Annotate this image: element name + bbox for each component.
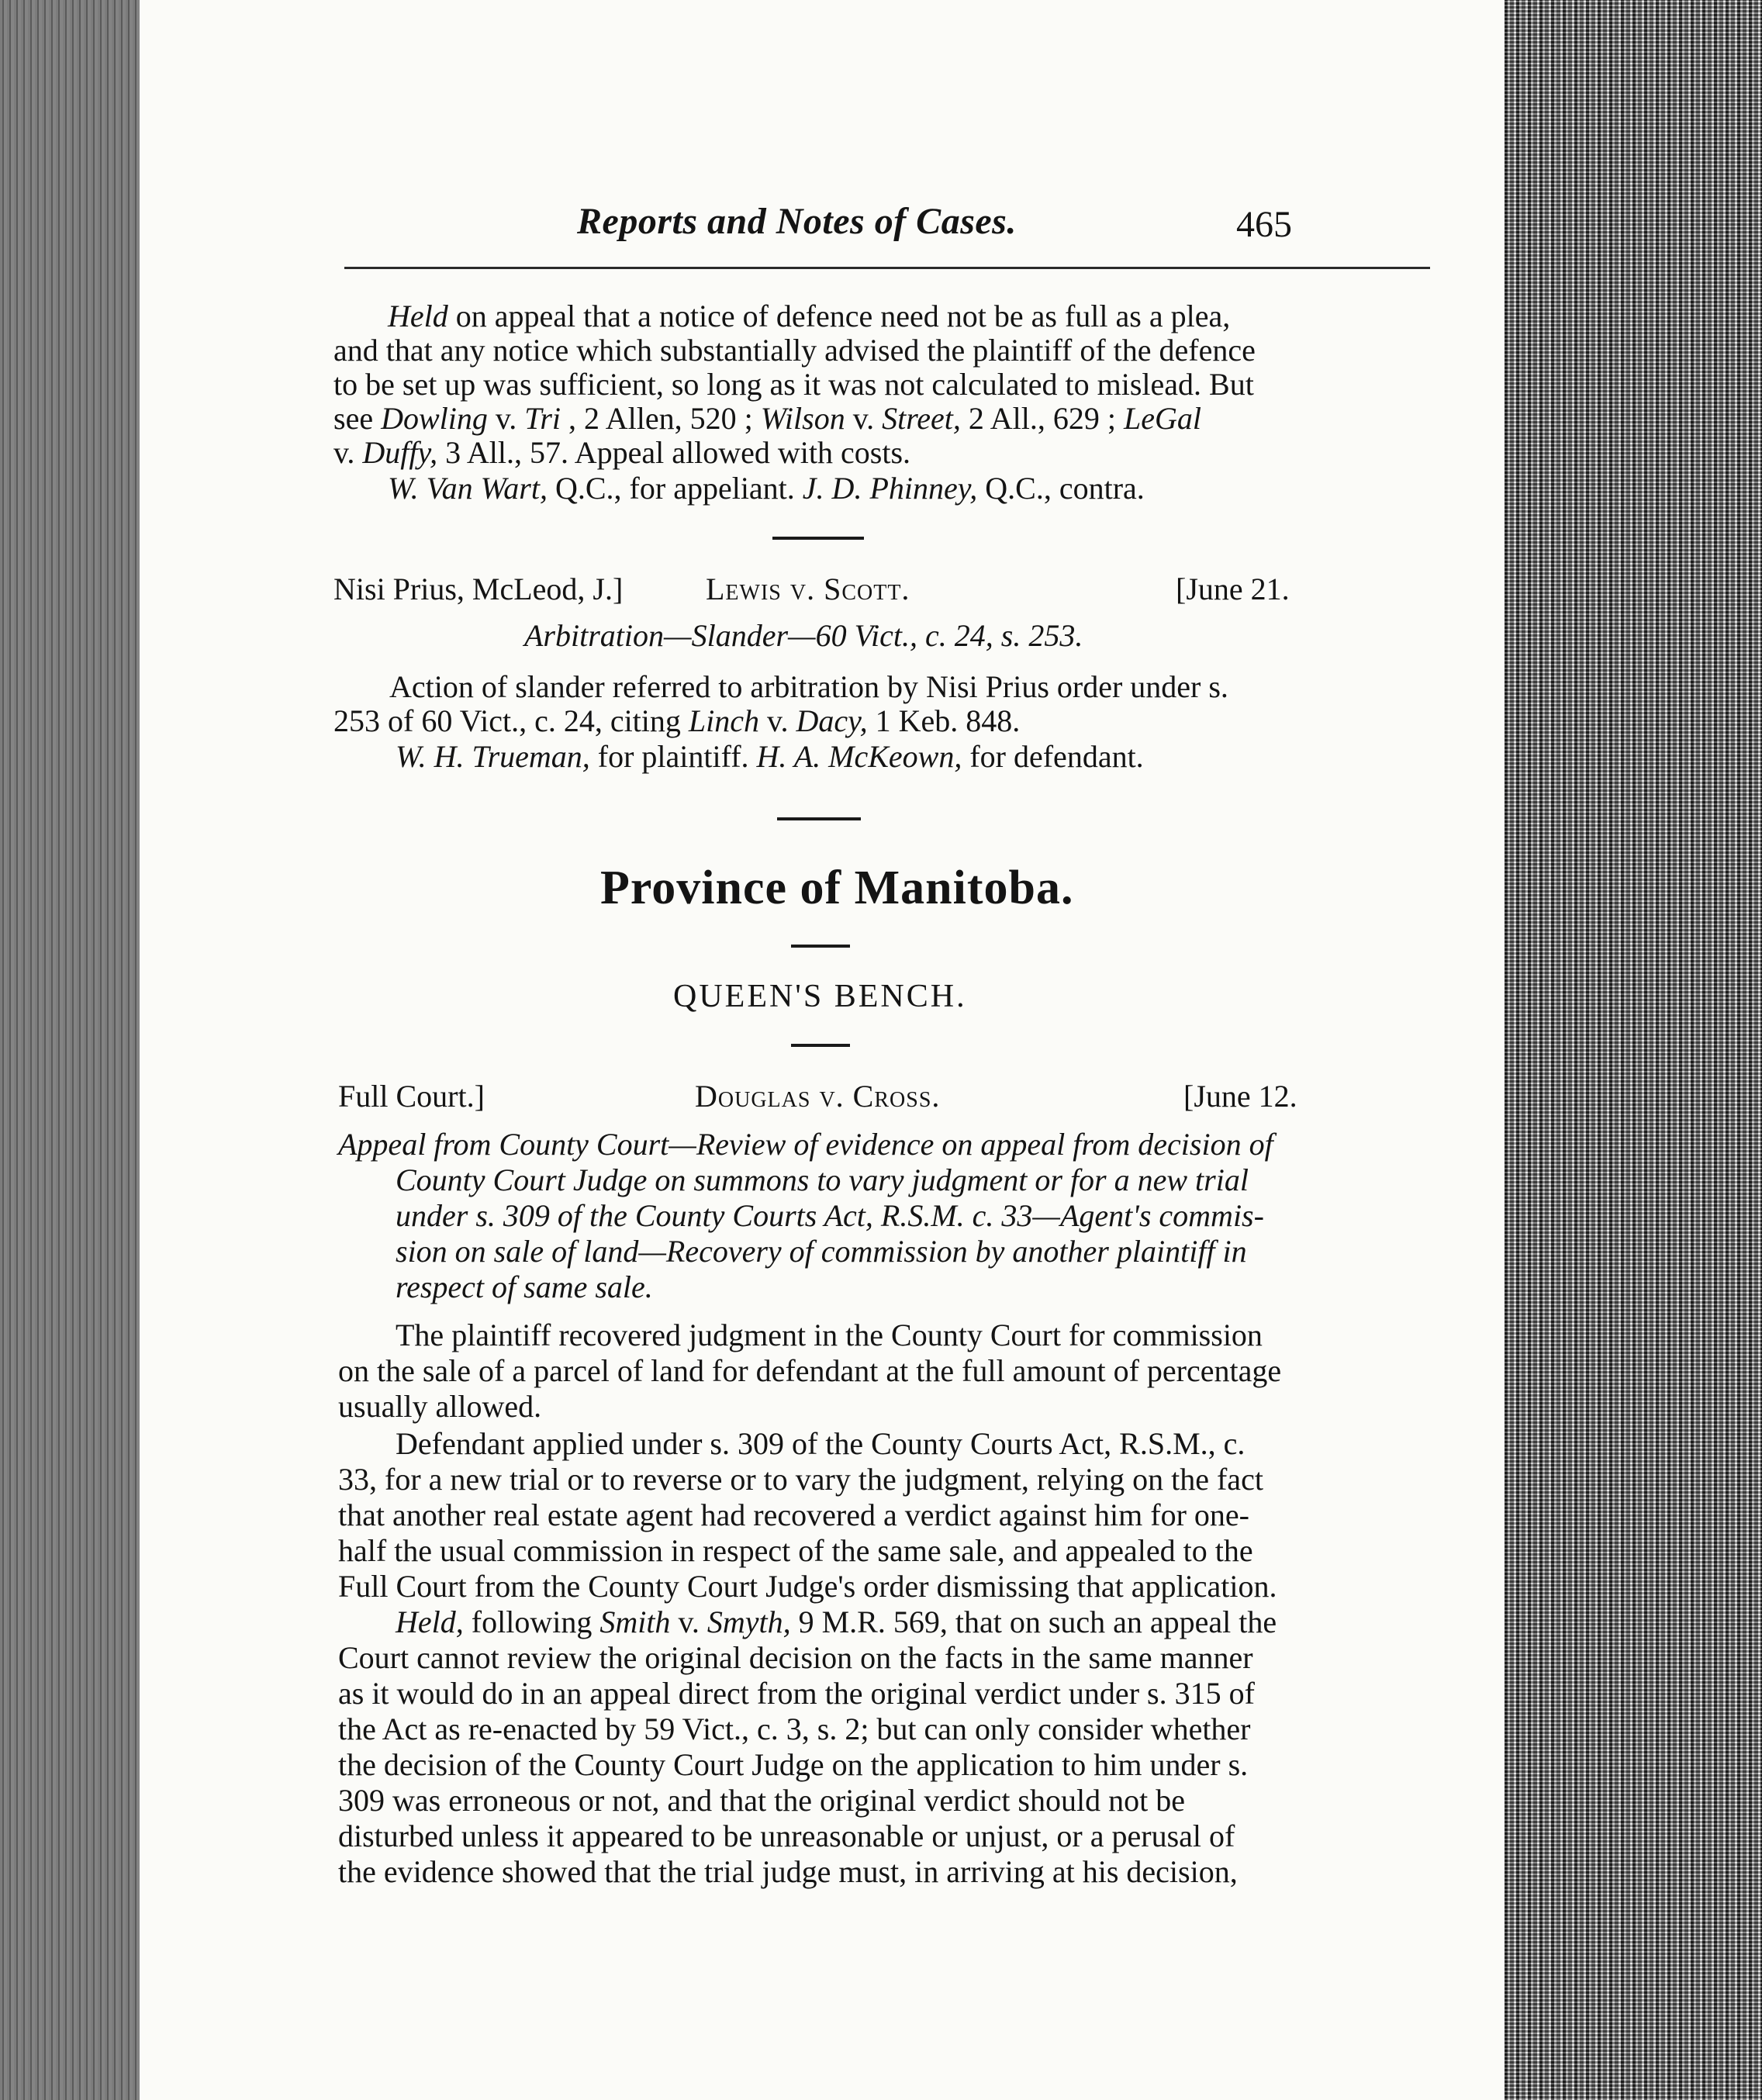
separator-rule — [791, 945, 850, 948]
italic-text-run: H. A. McKeown, — [756, 739, 962, 774]
case3-headnote-line: under s. 309 of the County Courts Act, R.S.M. c. 33—Agent's commis- — [396, 1198, 1264, 1233]
italic-text-run: Dowling — [381, 401, 488, 436]
italic-text-run: Linch — [688, 703, 760, 738]
italic-text-run: Wilson — [760, 401, 845, 436]
page-number: 465 — [1236, 204, 1292, 245]
text-run: to be set up was sufficient, so long as it was not calculated to mislead. But — [333, 367, 1254, 402]
case1-line — [388, 301, 1230, 332]
separator-rule — [791, 1044, 850, 1047]
scan-left-margin — [0, 0, 140, 2100]
text-run: the Act as re-enacted by 59 Vict., c. 3, s. 2; but can only consider whether — [338, 1711, 1251, 1746]
case2-line — [396, 741, 1144, 772]
case2-line — [389, 669, 1228, 704]
case2-headnote: Arbitration—Slander—60 Vict., c. 24, s. 253. — [524, 618, 1083, 653]
italic-text-run: LeGal — [1123, 401, 1201, 436]
italic-text-run: Held, — [396, 1604, 464, 1639]
case2-date: [June 21. — [1176, 572, 1290, 606]
italic-text-run: W. H. Trueman, — [396, 739, 590, 774]
text-run: following — [463, 1604, 600, 1639]
text-run: 253 of 60 Vict., c. 24, citing — [333, 703, 689, 738]
case3-title: Douglas v. Cross. — [695, 1079, 941, 1114]
case3-line — [338, 1391, 541, 1422]
text-run: Action of slander referred to arbitration by Nisi Prius order under s. — [389, 669, 1228, 704]
case3-line — [396, 1428, 1245, 1459]
text-run: for plaintiff. — [589, 739, 757, 774]
text-run: 309 was erroneous or not, and that the original verdict should not be — [338, 1783, 1185, 1818]
text-run: Full Court from the County Court Judge's order dismissing that application. — [338, 1569, 1277, 1604]
text-run: v. — [487, 401, 525, 436]
text-run: and that any notice which substantially advised the plaintiff of the defence — [333, 333, 1256, 368]
case3-line — [338, 1711, 1251, 1746]
case3-court: Full Court.] — [338, 1079, 485, 1114]
text-run: usually allowed. — [338, 1389, 542, 1424]
italic-text-run: Street, — [882, 401, 961, 436]
running-title: Reports and Notes of Cases. — [577, 201, 1017, 242]
case3-headnote-line: sion on sale of land—Recovery of commission by another plaintiff in — [396, 1234, 1247, 1269]
case3-line — [338, 1856, 1238, 1888]
case1-line — [333, 335, 1256, 366]
text-run: for defendant. — [962, 739, 1144, 774]
text-run: Q.C., for appeliant. — [547, 471, 803, 506]
case3-line — [338, 1821, 1235, 1852]
text-run: Court cannot review the original decision on the facts in the same manner — [338, 1640, 1253, 1675]
case2-title: Lewis v. Scott. — [706, 572, 910, 606]
text-run: The plaintiff recovered judgment in the County Court for commission — [396, 1318, 1263, 1352]
text-run: , 2 Allen, 520 ; — [561, 401, 761, 436]
text-run: as it would do in an appeal direct from the original verdict under s. 315 of — [338, 1676, 1255, 1711]
scan-right-edge — [1505, 0, 1762, 2100]
italic-text-run: Smyth, — [707, 1604, 791, 1639]
text-run: 3 All., 57. Appeal allowed with costs. — [437, 435, 911, 470]
case3-headnote-line: Appeal from County Court—Review of evidence on appeal from decision of — [338, 1127, 1273, 1162]
case3-line — [338, 1749, 1248, 1781]
italic-text-run: Tri — [524, 401, 561, 436]
text-run: 9 M.R. 569, that on such an appeal the — [790, 1604, 1277, 1639]
case3-line — [338, 1642, 1253, 1673]
case1-line — [333, 403, 1201, 434]
italic-text-run: Duffy, — [362, 435, 438, 470]
text-run: disturbed unless it appeared to be unreasonable or unjust, or a perusal of — [338, 1819, 1235, 1853]
case3-line — [338, 1353, 1282, 1388]
separator-rule — [777, 817, 861, 820]
text-run: v. — [845, 401, 883, 436]
case3-line — [338, 1535, 1253, 1566]
text-run: on appeal that a notice of defence need not be as full as a plea, — [447, 299, 1231, 333]
case3-line — [338, 1497, 1249, 1532]
text-run: Defendant applied under s. 309 of the County Courts Act, R.S.M., c. — [396, 1426, 1245, 1461]
text-run: on the sale of a parcel of land for defendant at the full amount of percentage — [338, 1353, 1282, 1388]
text-run: 1 Keb. 848. — [867, 703, 1021, 738]
case3-line — [338, 1678, 1255, 1709]
text-run: v. — [670, 1604, 707, 1639]
italic-text-run: Dacy, — [796, 703, 868, 738]
case1-line — [388, 473, 1145, 504]
italic-text-run: Smith — [599, 1604, 671, 1639]
case3-headnote-line: respect of same sale. — [396, 1269, 653, 1304]
case2-court: Nisi Prius, McLeod, J.] — [333, 572, 624, 606]
case3-line — [338, 1464, 1263, 1495]
italic-text-run: J. D. Phinney, — [802, 471, 978, 506]
text-run: v. — [333, 435, 363, 470]
separator-rule — [772, 537, 864, 540]
italic-text-run: Held — [388, 299, 448, 333]
header-rule — [344, 267, 1430, 269]
text-run: 33, for a new trial or to reverse or to vary the judgment, relying on the fact — [338, 1462, 1263, 1497]
text-run: 2 All., 629 ; — [960, 401, 1124, 436]
case1-line — [333, 437, 910, 468]
case3-line — [338, 1785, 1185, 1816]
case3-date: [June 12. — [1183, 1079, 1297, 1114]
case3-headnote-line: County Court Judge on summons to vary judgment or for a new trial — [396, 1162, 1249, 1197]
case3-line — [338, 1571, 1277, 1602]
case3-line — [396, 1320, 1263, 1351]
court-heading: QUEEN'S BENCH. — [673, 979, 967, 1014]
text-run: the evidence showed that the trial judge must, in arriving at his decision, — [338, 1854, 1238, 1889]
text-run: the decision of the County Court Judge on the application to him under s. — [338, 1747, 1249, 1782]
text-run: that another real estate agent had recovered a verdict against him for one- — [338, 1497, 1249, 1532]
province-heading: Province of Manitoba. — [600, 862, 1074, 914]
italic-text-run: W. Van Wart, — [388, 471, 548, 506]
case2-line — [333, 703, 1021, 738]
text-run: half the usual commission in respect of the same sale, and appealed to the — [338, 1533, 1253, 1568]
text-run: see — [333, 401, 382, 436]
text-run: Q.C., contra. — [977, 471, 1145, 506]
case1-line — [333, 369, 1254, 400]
book-page — [140, 0, 1505, 2100]
text-run: v. — [759, 703, 796, 738]
case3-line — [396, 1604, 1277, 1639]
